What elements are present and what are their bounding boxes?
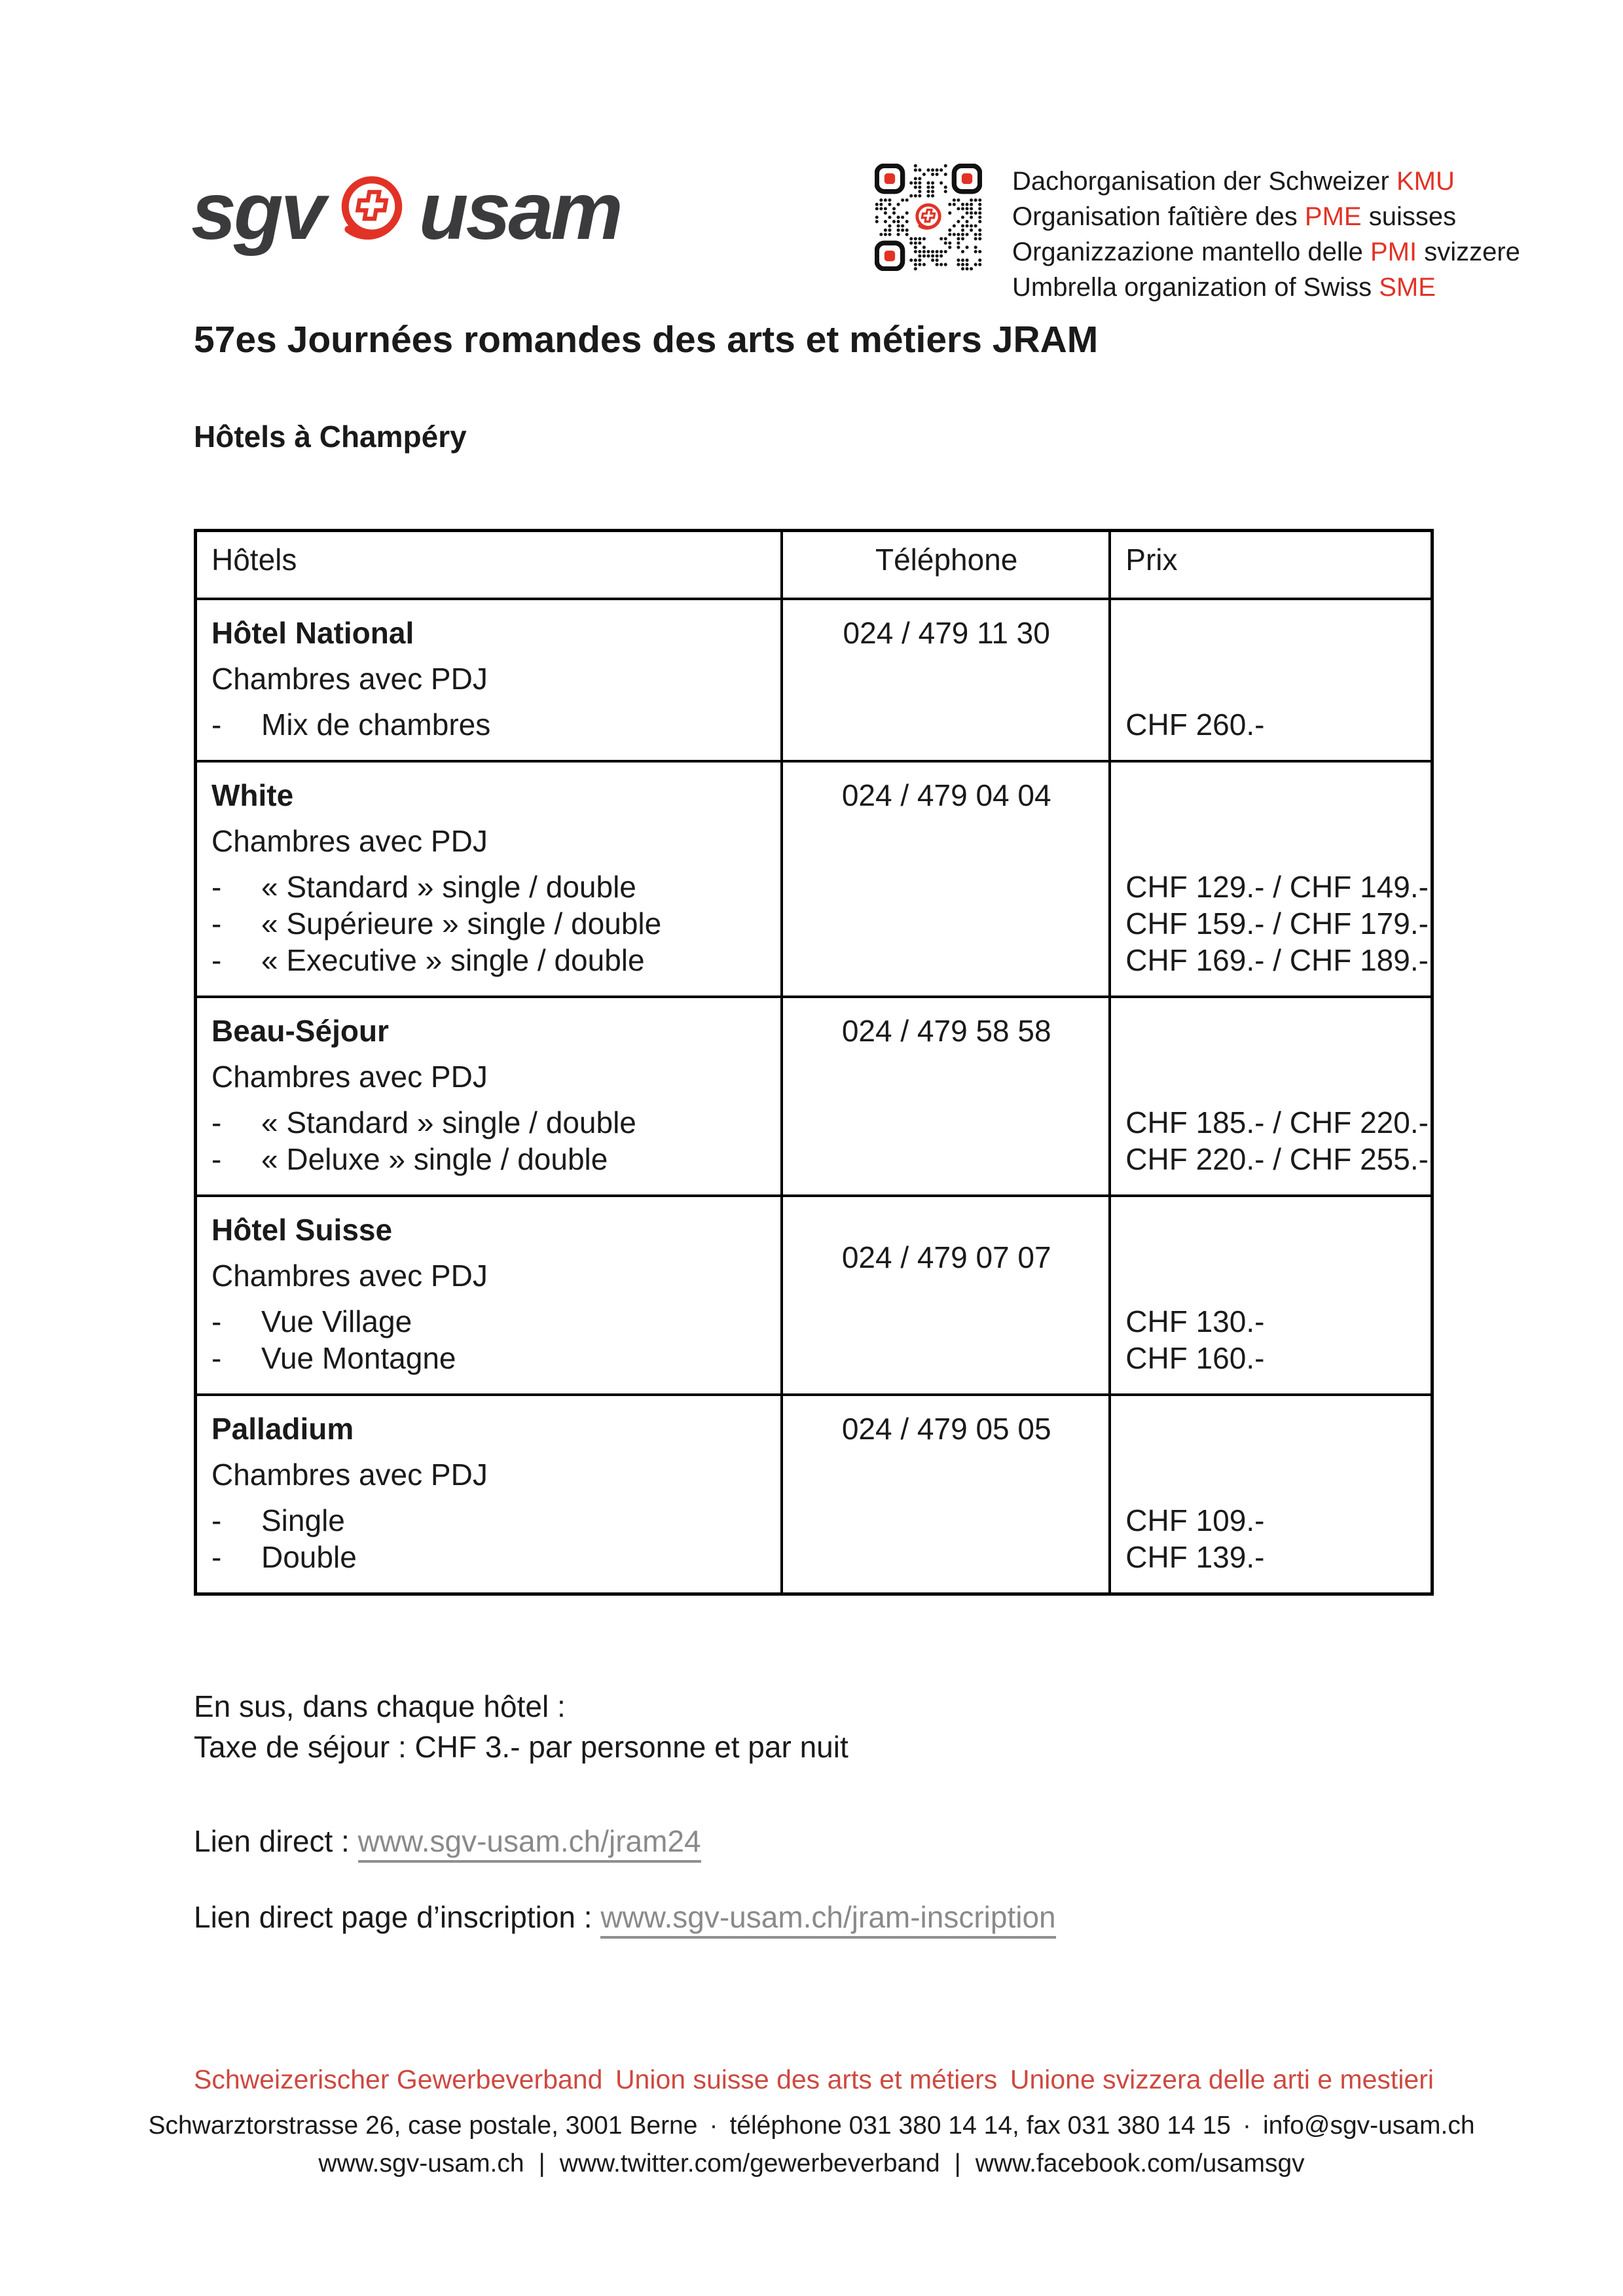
price-value: CHF 220.- / CHF 255.- [1125,1142,1429,1176]
web-separator: | [954,2149,961,2178]
table-row-3 [197,996,1431,1194]
phone-number: 024 / 479 58 58 [841,1014,1051,1048]
footer-web-part: www.twitter.com/gewerbeverband [559,2149,940,2178]
logo-text-usam: usam [418,166,621,257]
direct-link-line [194,1823,701,1859]
direct-link-label: Lien direct : [194,1824,358,1858]
bullet-dash: - [211,1341,222,1375]
price-cell [1108,1197,1431,1393]
footer-web-line [0,2149,1623,2178]
phone-cell [780,1197,1108,1393]
footer-web-part: www.facebook.com/usamsgv [975,2149,1305,2178]
column-header-hotels: Hôtels [211,543,297,577]
footer-address-part: téléphone 031 380 14 14, fax 031 380 14 15 [729,2111,1231,2140]
price-value: CHF 139.- [1125,1540,1265,1574]
org-line-pre: Dachorganisation der Schweizer [1012,167,1396,196]
phone-cell [780,762,1108,996]
footer-address-part: info@sgv-usam.ch [1262,2111,1475,2140]
bullet-dash: - [211,1540,222,1574]
swiss-cross-ring-icon [330,171,414,255]
room-item-label: « Supérieure » single / double [261,906,662,941]
room-note: Chambres avec PDJ [211,662,488,696]
room-item-label: « Executive » single / double [261,943,645,977]
room-item-label: Single [261,1503,345,1537]
table-header-row [197,532,1431,598]
inscription-link-line [194,1899,1056,1935]
footer-org-3: Unione svizzera delle arti e mestieri [1010,2064,1434,2094]
logo-text-sgv: sgv [191,166,323,257]
room-item [211,1104,767,1141]
hotel-cell [197,600,780,760]
room-item [211,942,767,978]
room-item-label: Vue Montagne [261,1341,456,1375]
hotel-name: White [211,778,294,812]
org-line-pre: Organisation faîtière des [1012,202,1305,231]
room-item-label: Vue Village [261,1304,412,1338]
org-line-accent: SME [1379,273,1436,302]
bullet-dash: - [211,943,222,977]
org-line-accent: PME [1304,202,1362,231]
room-note: Chambres avec PDJ [211,824,488,858]
qr-code-icon [875,164,982,271]
page-title: 57es Journées romandes des arts et métiers JRAM [194,319,1099,361]
bullet-dash: - [211,870,222,904]
hotel-name: Hôtel National [211,616,414,650]
hotel-name: Palladium [211,1412,354,1446]
price-value: CHF 260.- [1125,708,1265,742]
price-value: CHF 109.- [1125,1503,1265,1537]
phone-cell [780,998,1108,1194]
room-item [211,1340,767,1376]
web-separator: | [538,2149,545,2178]
sgv-usam-logo [191,168,621,255]
room-item-label: « Deluxe » single / double [261,1142,608,1176]
table-row-1 [197,598,1431,760]
phone-number: 024 / 479 11 30 [843,616,1050,650]
price-cell [1108,998,1431,1194]
org-block [875,164,1520,305]
org-line-3 [1012,234,1520,270]
room-item [211,1141,767,1177]
hotels-table [194,529,1434,1596]
direct-link-url[interactable]: www.sgv-usam.ch/jram24 [358,1824,701,1863]
org-line-2 [1012,199,1520,234]
phone-cell [780,600,1108,760]
footer-address-part: Schwarztorstrasse 26, case postale, 3001 Berne [148,2111,698,2140]
bullet-dash: - [211,1142,222,1176]
price-value: CHF 169.- / CHF 189.- [1125,943,1429,977]
org-line-post: suisses [1361,202,1457,231]
room-item [211,1539,767,1575]
price-cell [1108,762,1431,996]
price-value: CHF 159.- / CHF 179.- [1125,906,1429,941]
page-subtitle: Hôtels à Champéry [194,420,467,454]
bullet-dash: - [211,1503,222,1537]
inscription-link-label: Lien direct page d’inscription : [194,1900,601,1934]
price-value: CHF 185.- / CHF 220.- [1125,1105,1429,1139]
phone-cell [780,1396,1108,1592]
hotel-cell [197,1396,780,1592]
room-item [211,706,767,743]
room-item [211,869,767,905]
price-value: CHF 129.- / CHF 149.- [1125,870,1429,904]
room-item [211,1502,767,1539]
surcharge-note-line1: En sus, dans chaque hôtel : [194,1689,566,1723]
room-item [211,1303,767,1340]
org-line-pre: Umbrella organization of Swiss [1012,273,1379,302]
table-row-5 [197,1393,1431,1592]
bullet-dash: - [211,1304,222,1338]
org-line-1 [1012,164,1520,199]
inscription-link-url[interactable]: www.sgv-usam.ch/jram-inscription [600,1900,1055,1939]
room-item-label: Mix de chambres [261,708,491,742]
phone-number: 024 / 479 04 04 [841,778,1051,812]
org-line-post: svizzere [1417,238,1520,266]
footer-org-1: Schweizerischer Gewerbeverband [194,2064,603,2094]
surcharge-note [194,1686,848,1767]
table-row-4 [197,1194,1431,1393]
org-line-pre: Organizzazione mantello delle [1012,238,1370,266]
surcharge-note-line2: Taxe de séjour : CHF 3.- par personne et par nuit [194,1730,848,1764]
column-header-prix: Prix [1108,532,1431,598]
hotel-cell [197,998,780,1194]
price-value: CHF 160.- [1125,1341,1265,1375]
org-line-accent: KMU [1396,167,1455,196]
hotel-cell [197,1197,780,1393]
footer-address-line [0,2111,1623,2140]
room-item-label: « Standard » single / double [261,870,636,904]
room-note: Chambres avec PDJ [211,1259,488,1293]
price-cell [1108,1396,1431,1592]
hotel-name: Beau-Séjour [211,1014,389,1048]
room-item-label: « Standard » single / double [261,1105,636,1139]
table-row-2 [197,760,1431,996]
bullet-dash: - [211,906,222,941]
phone-number: 024 / 479 07 07 [841,1240,1051,1274]
org-description-lines [1012,164,1520,305]
room-item [211,905,767,942]
footer-web-part: www.sgv-usam.ch [318,2149,524,2178]
price-value: CHF 130.- [1125,1304,1265,1338]
org-line-accent: PMI [1370,238,1417,266]
address-separator: · [1242,2111,1251,2140]
hotel-cell [197,762,780,996]
org-line-4 [1012,270,1520,305]
room-note: Chambres avec PDJ [211,1458,488,1492]
address-separator: · [709,2111,718,2140]
room-item-label: Double [261,1540,357,1574]
phone-number: 024 / 479 05 05 [841,1412,1051,1446]
column-header-telephone: Téléphone [780,532,1108,598]
hotel-name: Hôtel Suisse [211,1213,393,1247]
footer-org-2: Union suisse des arts et métiers [615,2064,998,2094]
bullet-dash: - [211,1105,222,1139]
footer-organization-names [194,2064,1434,2095]
bullet-dash: - [211,708,222,742]
room-note: Chambres avec PDJ [211,1060,488,1094]
price-cell [1108,600,1431,760]
